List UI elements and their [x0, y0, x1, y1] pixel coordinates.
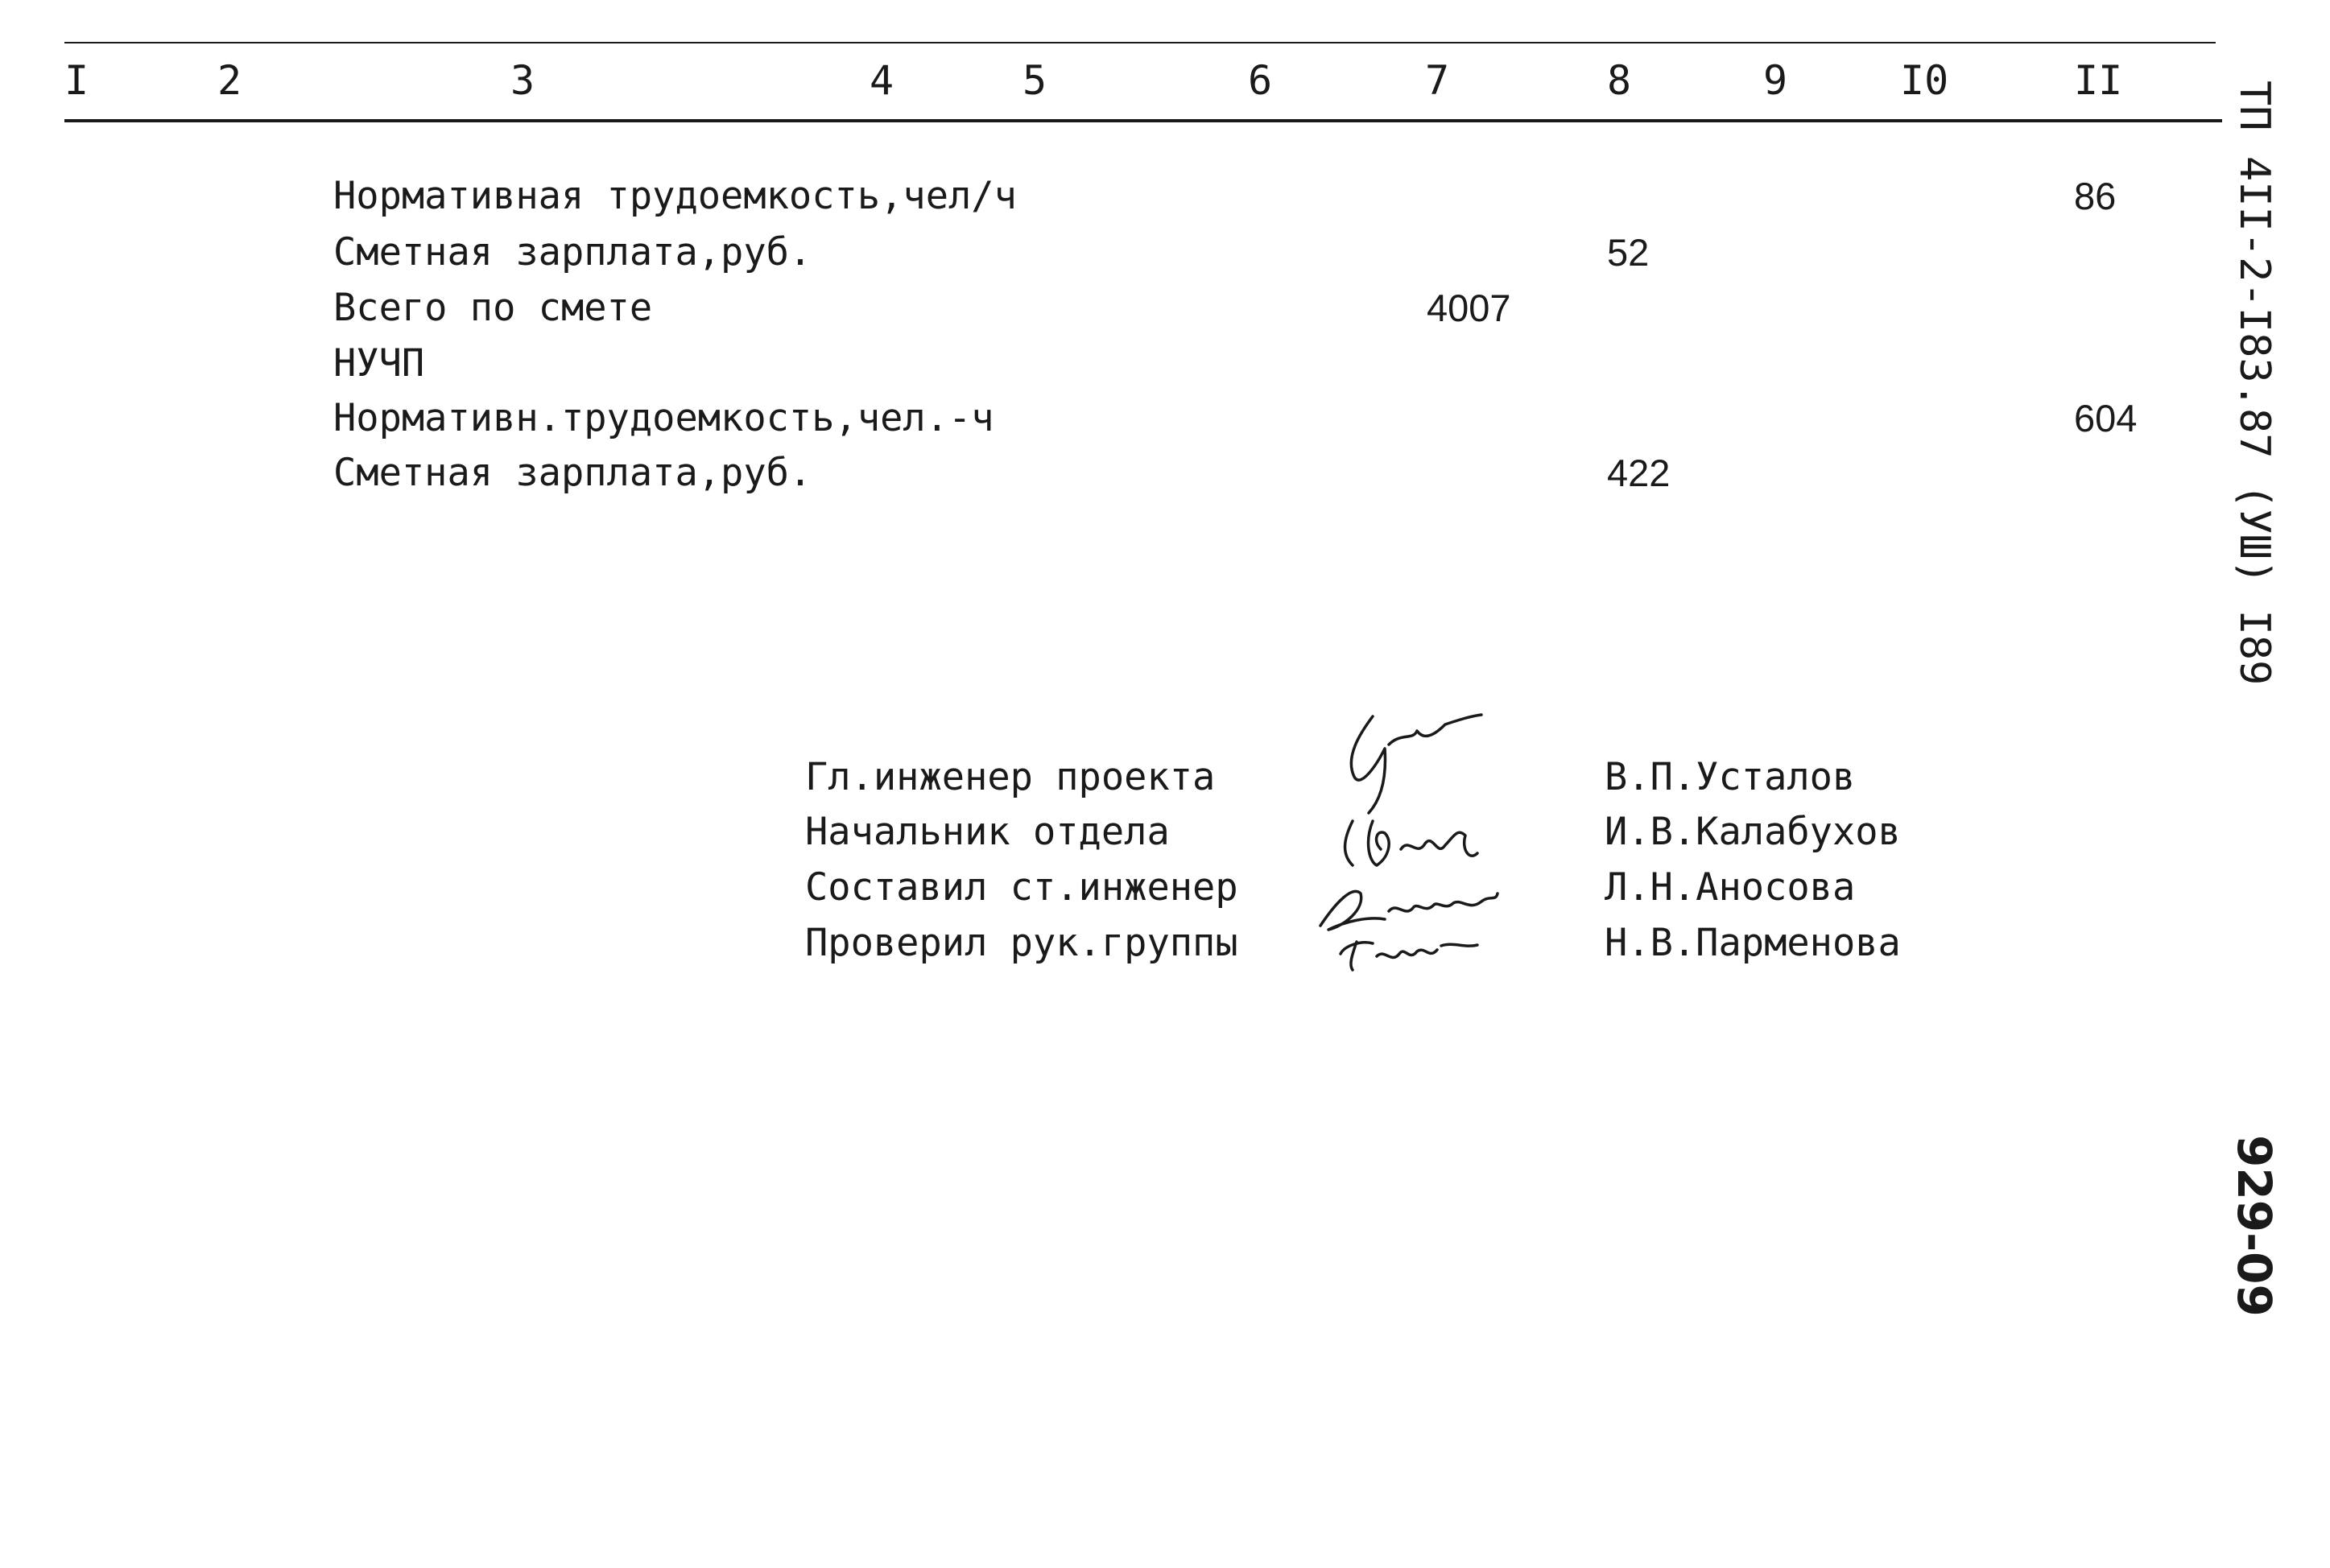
column-number-2: 2: [217, 57, 242, 104]
signature-role-chief-engineer: Гл.инженер проекта: [805, 755, 1216, 799]
column-number-11: II: [2074, 57, 2123, 104]
row-label-labor-norm: Нормативная трудоемкость,чел/ч: [333, 174, 1017, 218]
row-label-labor-norm-2: Нормативн.трудоемкость,чел.-ч: [333, 396, 994, 440]
column-number-9: 9: [1763, 57, 1788, 104]
signature-1-stroke: [1351, 715, 1481, 813]
column-number-4: 4: [870, 57, 894, 104]
column-number-3: 3: [510, 57, 535, 104]
column-number-10: I0: [1900, 57, 1949, 104]
row-label-nuchp: НУЧП: [333, 341, 425, 386]
column-number-1: I: [64, 57, 89, 104]
row-value-wage-2-col8: 422: [1607, 452, 1671, 494]
row-label-total: Всего по смете: [333, 286, 653, 330]
signature-2-stroke: [1345, 821, 1477, 865]
column-number-8: 8: [1607, 57, 1632, 104]
signature-name-ustalov: В.П.Усталов: [1605, 755, 1856, 799]
row-label-wage-2: Сметная зарплата,руб.: [333, 451, 812, 495]
signature-name-anosova: Л.Н.Аносова: [1605, 865, 1856, 910]
signature-3-stroke: [1320, 891, 1498, 930]
header-top-rule: [64, 42, 2216, 43]
signature-name-parmenova: Н.В.Парменова: [1605, 921, 1901, 965]
signature-4-stroke: [1341, 942, 1477, 970]
row-value-labor-norm-2-col11: 604: [2074, 397, 2138, 439]
signature-name-kalabukhov: И.В.Калабухов: [1605, 810, 1901, 854]
side-sheet-code: 929-09: [2227, 1135, 2282, 1317]
side-document-code: ТП 4II-2-I83.87 (УШ) I89: [2230, 80, 2278, 686]
row-value-wage-col8: 52: [1607, 231, 1650, 274]
signature-role-checker: Проверил рук.группы: [805, 921, 1238, 965]
row-label-wage: Сметная зарплата,руб.: [333, 230, 812, 274]
row-value-total-col7: 4007: [1427, 287, 1511, 329]
column-number-5: 5: [1022, 57, 1047, 104]
handwritten-signatures: [1296, 700, 1562, 974]
row-value-labor-norm-col11: 86: [2074, 175, 2117, 217]
column-number-6: 6: [1248, 57, 1273, 104]
column-number-7: 7: [1425, 57, 1450, 104]
signature-role-department-head: Начальник отдела: [805, 810, 1170, 854]
header-bottom-rule: [64, 119, 2222, 122]
signature-role-compiler: Составил ст.инженер: [805, 865, 1238, 910]
